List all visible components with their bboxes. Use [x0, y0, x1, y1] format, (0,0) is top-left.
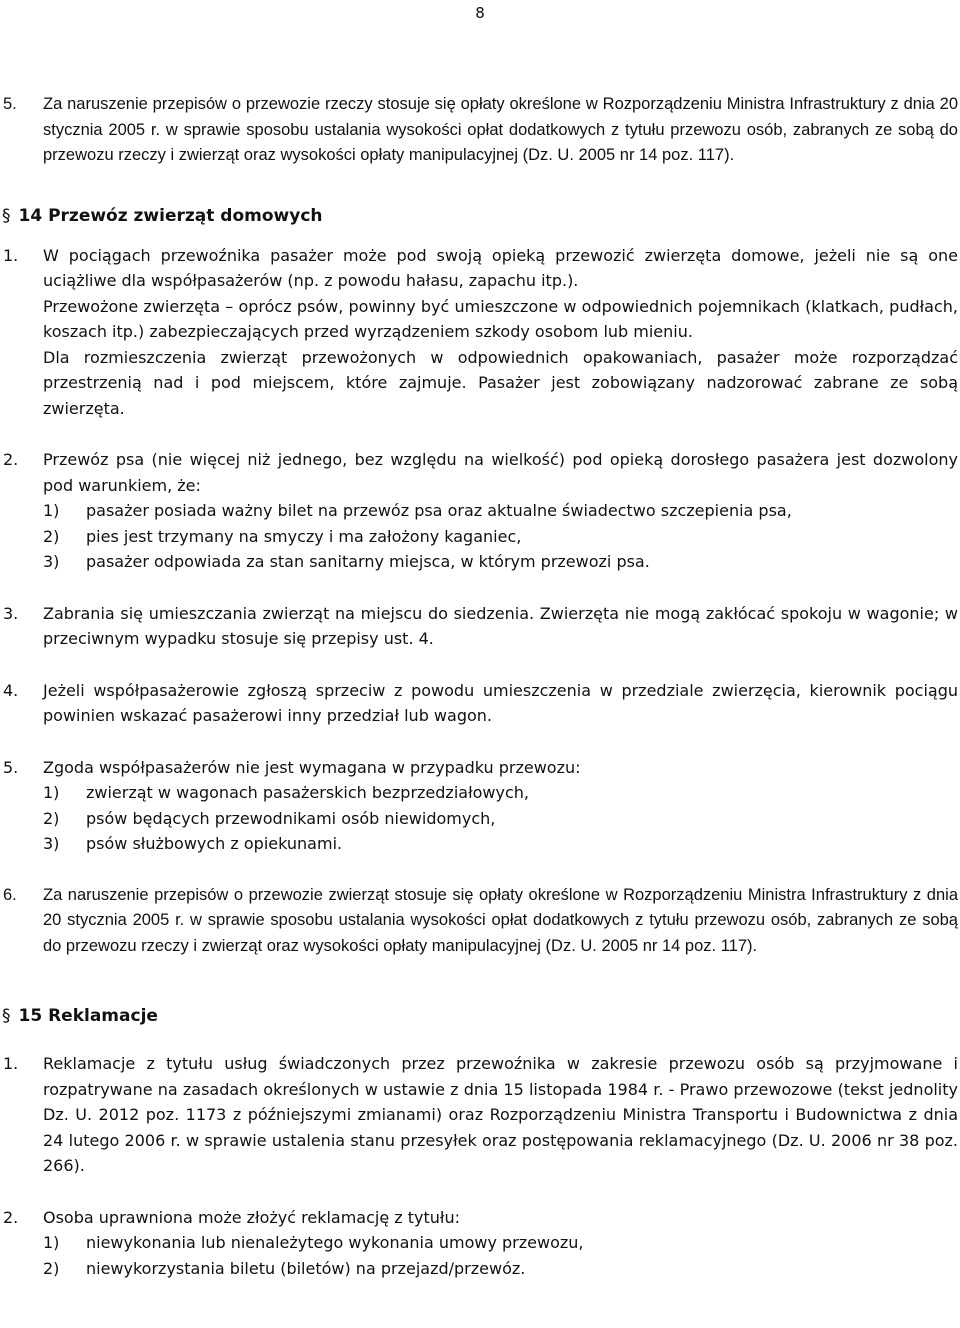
list-item-text: zwierząt w wagonach pasażerskich bezprzedziałowych, [86, 783, 529, 802]
s15-paragraph-1 [0, 1051, 958, 1179]
list-item-number: 3) [43, 834, 60, 853]
paragraph-text: Zabrania się umieszczania zwierząt na miejscu do siedzenia. Zwierzęta nie mogą zakłócać spokoju w wagonie; w przeciwnym wypadku stosuje się przepisy ust. 4. [43, 603, 958, 648]
list-item-text: psów będących przewodnikami osób niewidomych, [86, 808, 496, 828]
paragraph-number: 1. [3, 1054, 19, 1073]
s14-p2-intro: Przewóz psa (nie więcej niż jednego, bez względu na wielkość) pod opieką dorosłego pasażera jest dozwolony pod warunkiem, że: [43, 450, 958, 495]
list-item [43, 780, 958, 806]
paragraph-number: 2. [3, 1207, 19, 1227]
s14-paragraph-3 [0, 601, 958, 652]
paragraph-text: Za naruszenie przepisów o przewozie zwierząt stosuje się opłaty określone w Rozporządzeniu Ministra Infrastruktury z dnia 20 stycznia 2005 r. w sprawie sposobu ustalania wysokości opłat dodatkowych z tytułu przewozu osób, zabranych ze sobą do przewozu rzeczy i zwierząt oraz wysokości opłaty manipulacyjnej (Dz. U. 2005 nr 14 poz. 117). [43, 885, 958, 955]
list-item-number: 2) [43, 526, 60, 546]
list-item [43, 524, 958, 550]
document-body [0, 92, 958, 1281]
section-14-title: 14 Przewóz zwierząt domowych [18, 205, 323, 226]
paragraph-number: 5. [3, 95, 17, 113]
list-item [43, 498, 958, 524]
list-item [43, 806, 958, 832]
s14-p5-intro: Zgoda współpasażerów nie jest wymagana w przypadku przewozu: [43, 757, 581, 777]
list-item [43, 1230, 958, 1256]
list-item-text: psów służbowych z opiekunami. [86, 834, 343, 853]
list-item-number: 3) [43, 552, 60, 571]
s14-p1-text-a: W pociągach przewoźnika pasażer może pod swoją opieką przewozić zwierzęta domowe, jeżeli nie są one uciążliwe dla współpasażerów (np. z powodu hałasu, zapachu itp.). [43, 245, 958, 290]
page-number: 8 [475, 4, 485, 22]
paragraph-text: Jeżeli współpasażerowie zgłoszą sprzeciw z powodu umieszczenia w przedziale zwierzęcia, kierownik pociągu powinien wskazać pasażerowi inny przedział lub wagon. [43, 680, 958, 725]
paragraph-number: 2. [3, 450, 19, 469]
paragraph-number: 3. [3, 603, 19, 623]
s14-paragraph-1 [0, 243, 958, 422]
list-item [43, 549, 958, 575]
list-item-text: niewykorzystania biletu (biletów) na przejazd/przewóz. [86, 1258, 526, 1278]
section-sign: § [2, 1006, 11, 1026]
paragraph-number: 5. [3, 757, 19, 777]
list-item-number: 2) [43, 808, 60, 828]
paragraph-number: 1. [3, 245, 19, 265]
paragraph-number: 4. [3, 680, 19, 700]
list-item-text: pies jest trzymany na smyczy i ma założony kaganiec, [86, 526, 522, 546]
list-item-number: 1) [43, 783, 60, 802]
section-sign: § [2, 205, 11, 226]
s14-paragraph-2 [0, 447, 958, 575]
list-item [43, 1256, 958, 1282]
paragraph-5-goods-fees [0, 92, 958, 169]
s15-paragraph-2 [0, 1205, 958, 1282]
list-item-text: niewykonania lub nienależytego wykonania umowy przewozu, [86, 1233, 584, 1252]
s14-paragraph-6 [0, 883, 958, 960]
list-item-number: 1) [43, 1233, 60, 1252]
paragraph-text: Reklamacje z tytułu usług świadczonych przez przewoźnika w zakresie przewozu osób są przyjmowane i rozpatrywane na zasadach określonych w ustawie z dnia 15 listopada 1984 r. - Prawo przewozowe (tekst jednolity Dz. U. 2012 poz. 1173 z późniejszymi zmianami) oraz Rozporządzeniu Ministra Transportu i Budownictwa z dnia 24 lutego 2006 r. w sprawie ustalenia stanu przesyłek oraz postępowania reklamacyjnego (Dz. U. 2006 nr 38 poz. 266). [43, 1054, 958, 1175]
s14-paragraph-4 [0, 678, 958, 729]
list-item-text: pasażer posiada ważny bilet na przewóz psa oraz aktualne świadectwo szczepienia psa, [86, 501, 792, 520]
section-15-title: 15 Reklamacje [18, 1006, 158, 1026]
list-item-number: 2) [43, 1258, 60, 1278]
section-15-heading [0, 1003, 958, 1029]
s14-p1-text-c: Dla rozmieszczenia zwierząt przewożonych w odpowiednich opakowaniach, pasażer może rozporządzać przestrzenią nad i pod miejscem, które zajmuje. Pasażer jest zobowiązany nadzorować zabrane ze sobą zwierzęta. [43, 347, 958, 418]
s14-p1-text-b: Przewożone zwierzęta – oprócz psów, powinny być umieszczone w odpowiednich pojemnikach (klatkach, pudłach, koszach itp.) zabezpieczających przed wyrządzeniem szkody osobom lub mieniu. [43, 296, 958, 341]
list-item-text: pasażer odpowiada za stan sanitarny miejsca, w którym przewozi psa. [86, 552, 650, 571]
s14-paragraph-5 [0, 755, 958, 857]
list-item-number: 1) [43, 501, 60, 520]
list-item [43, 831, 958, 857]
paragraph-number: 6. [3, 885, 17, 904]
paragraph-text: Za naruszenie przepisów o przewozie rzeczy stosuje się opłaty określone w Rozporządzeniu Ministra Infrastruktury z dnia 20 stycznia 2005 r. w sprawie sposobu ustalania wysokości opłat dodatkowych z tytułu przewozu osób, zabranych ze sobą do przewozu rzeczy i zwierząt oraz wysokości opłaty manipulacyjnej (Dz. U. 2005 nr 14 poz. 117). [43, 95, 958, 164]
section-14-heading [0, 203, 958, 229]
s15-p2-intro: Osoba uprawniona może złożyć reklamację z tytułu: [43, 1207, 460, 1227]
